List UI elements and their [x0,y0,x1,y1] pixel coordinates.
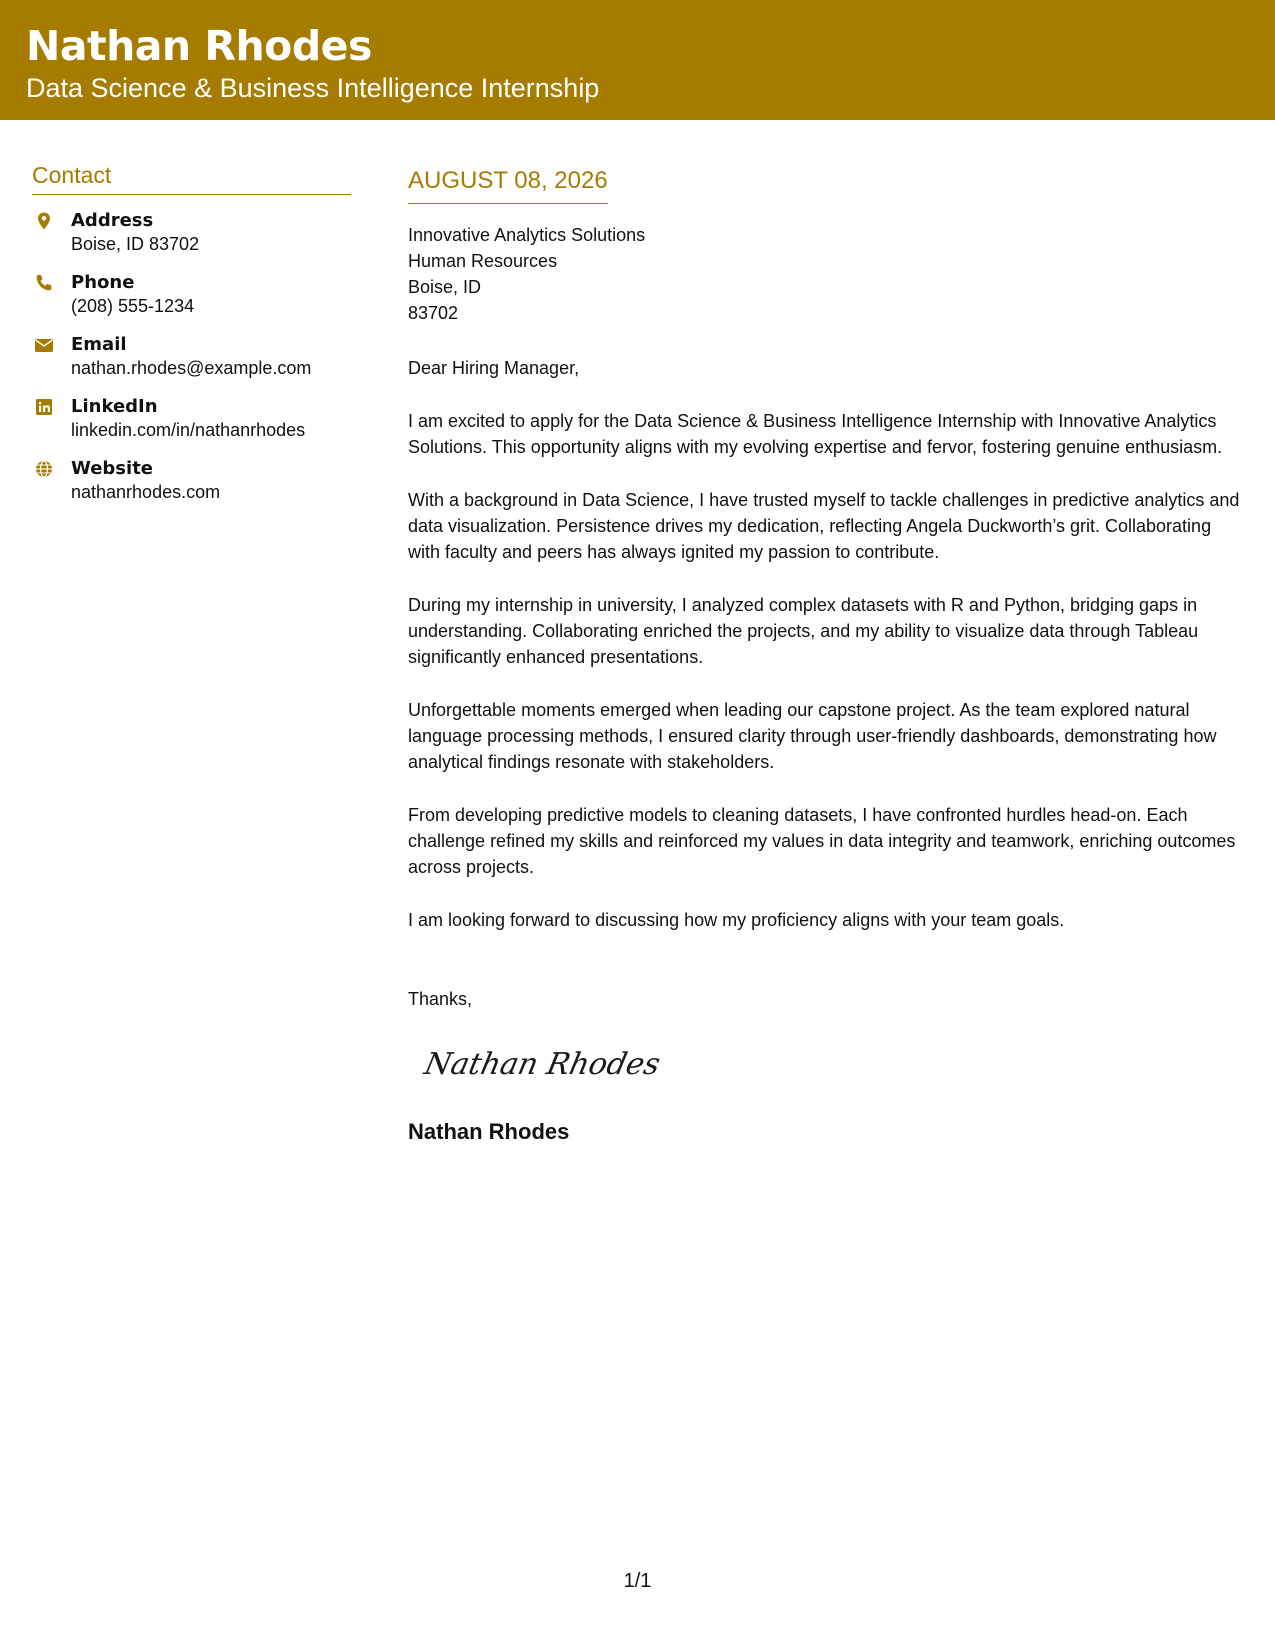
phone-value: (208) 555-1234 [71,295,195,316]
closing: Thanks, [408,988,473,1009]
website-value[interactable]: nathanrhodes.com [71,481,221,502]
contact-heading: Contact [32,162,351,195]
contact-item-address [32,209,351,257]
letter-date: AUGUST 08, 2026 [408,167,608,204]
contact-item-website [32,457,351,505]
body-paragraph: I am looking forward to discussing how my proficiency aligns with your team goals. [408,909,1065,930]
contact-label: Address [71,209,154,231]
applicant-name: Nathan Rhodes [26,22,372,70]
contact-label: LinkedIn [71,395,158,417]
phone-icon [34,273,54,293]
signature-text: Nathan Rhodes [421,1047,660,1082]
handwritten-signature [420,1032,660,1092]
body-paragraph: With a background in Data Science, I have trusted myself to tackle challenges in predictive analytics and data visualization. Persistence drives my dedication, reflecting Angela Duckworth’s grit. Collaborating with faculty and peers has always ignited my passion to contribute. [408,489,1240,562]
envelope-icon [34,335,54,355]
contact-item-phone [32,271,351,319]
body-paragraph: I am excited to apply for the Data Science & Business Intelligence Internship with Innovative Analytics Solutions. This opportunity aligns with my evolving expertise and fervor, fostering genuine enthusiasm. [408,410,1223,457]
contact-sidebar [32,162,351,505]
header-banner [0,0,1275,120]
map-pin-icon [34,211,54,231]
body-paragraph: During my internship in university, I analyzed complex datasets with R and Python, bridging gaps in understanding. Collaborating enriched the projects, and my ability to visualize data through Tableau significantly enhanced presentations. [408,594,1199,667]
body-paragraph: Unforgettable moments emerged when leading our capstone project. As the team explored natural language processing methods, I ensured clarity through user-friendly dashboards, demonstrating how analytical findings resonate with stakeholders. [408,699,1217,772]
position-title: Data Science & Business Intelligence Internship [26,73,600,103]
contact-label: Phone [71,271,135,293]
recipient-department: Human Resources [408,250,558,271]
signed-name: Nathan Rhodes [408,1118,570,1144]
linkedin-icon [34,397,54,417]
contact-item-linkedin [32,395,351,443]
recipient-company: Innovative Analytics Solutions [408,224,646,245]
recipient-zip: 83702 [408,302,459,323]
recipient-block [408,222,1248,326]
email-value[interactable]: nathan.rhodes@example.com [71,357,312,378]
address-value: Boise, ID 83702 [71,233,200,254]
salutation: Dear Hiring Manager, [408,357,580,378]
body-paragraph: From developing predictive models to cleaning datasets, I have confronted hurdles head-on. Each challenge refined my skills and reinforced my values in data integrity and teamwork, enriching outcomes across projects. [408,804,1236,877]
globe-icon [34,459,54,479]
letter-body [408,167,1248,1145]
linkedin-value[interactable]: linkedin.com/in/nathanrhodes [71,419,306,440]
page-number: 1/1 [623,1570,652,1592]
contact-item-email [32,333,351,381]
contact-label: Website [71,457,154,479]
recipient-city: Boise, ID [408,276,482,297]
contact-label: Email [71,333,127,355]
